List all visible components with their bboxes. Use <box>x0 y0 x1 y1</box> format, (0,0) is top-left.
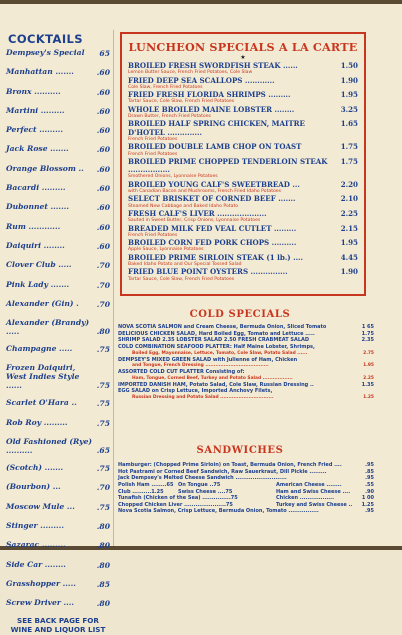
sandwich-grid-price: .90 <box>365 488 374 495</box>
sandwich-grid-a: Tunafish (Chicken of the Sea) ...............75 <box>118 495 238 502</box>
luncheon-item-name: FRIED BLUE POINT OYSTERS ............... <box>128 267 288 277</box>
cocktail-name: Stinger ......... <box>6 520 64 530</box>
cold-special-text: Ham, Tongue, Corned Beef, Turkey and Potato Salad .................. <box>132 375 293 381</box>
cocktail-price: .60 <box>96 145 110 155</box>
cocktail-name: Scarlet O'Hara .. <box>6 398 77 408</box>
luncheon-item-price: 1.75 <box>340 142 358 152</box>
luncheon-item-description: Lemon Butter Sauce, French Fried Potatoes, Cole Slaw <box>128 70 253 76</box>
luncheon-title: LUNCHEON SPECIALS A LA CARTE <box>128 40 358 54</box>
cocktail-item <box>6 67 110 77</box>
cocktail-item <box>6 502 110 512</box>
sandwich-grid-c: Turkey and Swiss Cheese .. <box>276 501 353 508</box>
sandwich-grid-c: Ham and Swiss Cheese .... <box>276 488 351 495</box>
cold-special-price: 1.75 <box>361 330 374 337</box>
cocktail-name: Orange Blossom .. <box>6 163 84 173</box>
sandwich-text: Hamburger: (Chopped Prime Sirloin) on Toast, Bermuda Onion, French Fried .... <box>118 462 342 468</box>
cocktail-price: .80 <box>96 560 110 570</box>
luncheon-item-name: BROILED DOUBLE LAMB CHOP ON TOAST <box>128 142 302 152</box>
luncheon-item-name: FRESH CALF'S LIVER .................... <box>128 208 267 218</box>
sandwich-text: Nova Scotia Salmon, Crisp Lettuce, Bermuda Onion, Tomato ................ <box>118 508 319 515</box>
cold-special-price: 2.25 <box>363 375 374 381</box>
cocktail-item <box>6 344 110 354</box>
cocktail-item <box>6 318 110 336</box>
cocktail-item <box>6 183 110 193</box>
cocktail-item <box>6 299 110 309</box>
sandwich-grid-row <box>118 495 374 502</box>
cold-special-line <box>118 337 374 344</box>
sandwich-grid-row <box>118 489 374 496</box>
cocktail-price: .80 <box>96 327 110 337</box>
cold-special-text: ASSORTED COLD CUT PLATTER Consisting of: <box>118 369 245 376</box>
cold-special-text: EGG SALAD on Crisp Lettuce, Imported Anchovy Filets, <box>118 388 273 395</box>
cocktail-price: .60 <box>96 222 110 232</box>
sandwich-line <box>118 462 374 469</box>
cocktail-name: Side Car ........ <box>6 559 66 569</box>
cocktail-price: .75 <box>96 464 110 474</box>
sandwich-grid-c: American Cheese ........ <box>276 482 342 489</box>
sandwich-grid-row <box>118 482 374 489</box>
cocktail-list <box>6 48 110 608</box>
sandwich-price: .95 <box>365 462 374 468</box>
cocktail-name: Perfect ......... <box>6 125 64 135</box>
cold-special-text: DEMPSEY'S MIXED GREEN SALAD with Julienne of Ham, Chicken <box>118 356 298 363</box>
luncheon-item-price: 4.45 <box>340 252 358 262</box>
sandwich-price: .95 <box>365 475 374 482</box>
luncheon-item-description: Baked Idaho Potato and Our Special Tossed Salad <box>128 262 242 268</box>
sandwich-grid-row <box>118 502 374 509</box>
cold-special-line <box>118 331 374 338</box>
cold-special-text: Boiled Egg, Mayonnaise, Lettuce, Tomato, Cole Slaw, Potato Salad ...... <box>132 350 308 356</box>
cocktail-item <box>6 241 110 251</box>
cocktail-item <box>6 202 110 212</box>
cocktail-price: .60 <box>96 241 110 251</box>
luncheon-item <box>128 106 358 120</box>
sandwich-line <box>118 508 374 515</box>
sandwich-price: .95 <box>365 508 374 515</box>
luncheon-item-description: Drawn Butter, French Fried Potatoes <box>128 114 211 120</box>
luncheon-item <box>128 239 358 253</box>
luncheon-item-name: BROILED PRIME CHOPPED TENDERLOIN STEAK ................. <box>128 156 328 175</box>
cocktail-price: .60 <box>96 106 110 116</box>
luncheon-item-name: BROILED FRESH SWORDFISH STEAK ...... <box>128 61 298 70</box>
cold-special-line <box>118 324 374 331</box>
cold-special-text: IMPORTED DANISH HAM, Potato Salad, Cole Slaw, Russian Dressing .. <box>118 381 314 388</box>
luncheon-item-description: Tartar Sauce, Cole Slaw, French Fried Potatoes <box>128 276 235 282</box>
cold-special-price: 2.35 <box>361 337 374 344</box>
cocktail-name: Alexander (Gin) . <box>6 298 79 308</box>
luncheon-item-price: 1.95 <box>340 238 358 248</box>
cocktail-item <box>6 260 110 270</box>
cocktail-price: .60 <box>96 87 110 97</box>
cocktail-name: Old Fashioned (Rye) .......... <box>6 437 93 456</box>
sandwiches-list <box>118 462 374 515</box>
cocktail-name: Moscow Mule ... <box>6 501 75 511</box>
sandwich-grid-price: 1.25 <box>361 501 374 508</box>
cold-special-price: 1 65 <box>361 324 374 330</box>
cocktail-name: Clover Club ..... <box>6 260 72 270</box>
cocktail-name: Frozen Daiquiri, West Indies Style ...... <box>6 363 80 391</box>
cocktail-price: .85 <box>96 579 110 589</box>
luncheon-item <box>128 77 358 91</box>
luncheon-item-description: Tartar Sauce, Cole Slaw, French Fried Potatoes <box>128 99 235 105</box>
cocktail-item <box>6 87 110 97</box>
cocktail-price: 65 <box>99 49 110 58</box>
cocktail-name: Bronx .......... <box>6 86 61 96</box>
sandwich-text: Jack Dempsey's Melted Cheese Sandwich ........................... <box>118 475 287 482</box>
cold-special-price: 1.95 <box>363 363 374 369</box>
luncheon-item <box>128 62 358 76</box>
luncheon-item-description: French Fried Potatoes <box>128 136 178 142</box>
cocktail-price: .75 <box>96 502 110 512</box>
cocktail-name: Manhattan ....... <box>6 67 74 77</box>
cold-special-line <box>118 344 374 351</box>
luncheon-item-description: Sauted in Sweet Butter, Crisp Onions, Lyonnaise Potatoes <box>128 218 261 224</box>
sandwich-text: Hot Pastrami or Corned Beef Sandwich, Raw Sauerkraut, Dill Pickle ......... <box>118 468 327 475</box>
cocktail-name: Rum ............ <box>6 221 61 231</box>
sandwich-grid-price: 1 00 <box>361 495 374 502</box>
luncheon-item <box>128 225 358 239</box>
cocktail-name: Rob Roy ......... <box>6 417 68 427</box>
luncheon-item-price: 1.95 <box>340 90 358 100</box>
cold-specials-title: COLD SPECIALS <box>189 309 291 320</box>
sandwich-line <box>118 475 374 482</box>
luncheon-item <box>128 143 358 157</box>
cold-special-line <box>118 369 374 376</box>
cocktail-item <box>6 463 110 473</box>
cocktail-name: Screw Driver .... <box>6 598 75 608</box>
cocktail-name: Dubonnet ....... <box>6 202 70 212</box>
cocktail-price: .75 <box>96 345 110 355</box>
sandwich-grid-price: .55 <box>365 482 374 489</box>
cocktail-price: .60 <box>96 203 110 213</box>
cold-special-text: COLD COMBINATION SEAFOOD PLATTER: Half Maine Lobster, Shrimps, <box>118 344 315 351</box>
luncheon-item-description: French Fried Potatoes <box>128 232 178 238</box>
sandwich-price: .85 <box>365 468 374 475</box>
cocktail-item <box>6 521 110 531</box>
wine-list-note: SEE BACK PAGE FOR WINE AND LIQUOR LIST <box>10 616 106 635</box>
cocktail-item <box>6 280 110 290</box>
cocktails-title: COCKTAILS <box>8 32 83 46</box>
cold-special-line <box>118 388 374 395</box>
cocktail-name: Champagne ..... <box>6 344 73 354</box>
cold-special-text: Russian Dressing and Potato Salad ................................ <box>132 395 274 401</box>
cold-special-line <box>118 395 374 401</box>
top-edge <box>0 0 402 4</box>
cocktail-name: Daiquiri ........ <box>6 240 65 250</box>
cocktail-price: .60 <box>96 68 110 78</box>
luncheon-item-description: Apple Sauce, Lyonnaise Potatoes <box>128 247 204 253</box>
luncheon-item-description: French Fried Potatoes <box>128 151 178 157</box>
cold-special-price: 1.35 <box>361 381 374 388</box>
sandwich-line <box>118 469 374 476</box>
cocktail-item <box>6 437 110 455</box>
cold-special-price: 1.25 <box>363 395 374 401</box>
cocktail-price: .70 <box>96 261 110 271</box>
cocktail-item <box>6 125 110 135</box>
cocktail-price: .75 <box>96 418 110 428</box>
cocktail-name: Sazarac ......... <box>6 540 66 550</box>
sandwich-grid-a: Club ..........1.25 <box>118 488 164 495</box>
cocktail-item <box>6 164 110 174</box>
cocktail-name: Jack Rose ....... <box>6 144 69 154</box>
cocktail-item <box>6 144 110 154</box>
luncheon-item <box>128 158 358 180</box>
luncheon-item <box>128 268 358 282</box>
sandwich-grid-a: Chopped Chicken Liver ......................75 <box>118 501 233 508</box>
luncheon-item-name: WHOLE BROILED MAINE LOBSTER ........ <box>128 104 295 114</box>
luncheon-item-description: Steamed New Cabbage and Baked Idaho Potato <box>128 203 239 209</box>
cocktail-item <box>6 48 110 58</box>
luncheon-item-price: 2.10 <box>340 194 358 204</box>
luncheon-item-price: 1.65 <box>340 119 358 129</box>
luncheon-item-name: BROILED CORN FED PORK CHOPS .......... <box>128 238 297 248</box>
luncheon-item <box>128 181 358 195</box>
sandwich-grid-c: Chicken .................. <box>276 495 334 502</box>
luncheon-item <box>128 120 358 142</box>
cocktail-price: .60 <box>96 184 110 194</box>
cocktail-price: .65 <box>96 446 110 456</box>
luncheon-item-price: 3.25 <box>340 104 358 114</box>
cold-special-line <box>118 382 374 389</box>
luncheon-item-description: Smothered Onions, Lyonnaise Potatoes <box>128 174 218 180</box>
luncheon-item-name: BREADED MILK FED VEAL CUTLET ......... <box>128 223 297 233</box>
cocktail-item <box>6 363 110 390</box>
luncheon-item-price: 1.90 <box>340 267 358 277</box>
luncheon-specials-box <box>120 32 366 296</box>
cocktail-name: Martini ......... <box>6 105 65 115</box>
luncheon-item-price: 2.25 <box>340 208 358 218</box>
luncheon-item-name: FRIED FRESH FLORIDA SHRIMPS ......... <box>128 90 291 100</box>
cocktail-price: .80 <box>96 541 110 551</box>
sandwich-grid-b: On Tongue ..75 <box>178 482 221 489</box>
luncheon-item-description: Cole Slaw, French Fried Potatoes <box>128 84 203 90</box>
luncheon-item-name: SELECT BRISKET OF CORNED BEEF ....... <box>128 194 296 204</box>
luncheon-item-description: with Canadian Bacon and Mushrooms, French Fried Idaho Potatoes <box>128 189 282 195</box>
column-divider <box>113 30 114 546</box>
luncheon-item-name: BROILED PRIME SIRLOIN STEAK (1 lb.) .... <box>128 252 303 262</box>
cocktail-name: Grasshopper ..... <box>6 578 76 588</box>
luncheon-item <box>128 91 358 105</box>
sandwiches-title: SANDWICHES <box>196 445 284 456</box>
sandwich-grid-a: Polish Ham ........65 <box>118 482 174 489</box>
cold-special-text: NOVA SCOTIA SALMON and Cream Cheese, Bermuda Onion, Sliced Tomato <box>118 324 327 330</box>
star-ornament: ★ <box>240 54 246 61</box>
cocktail-price: .80 <box>96 521 110 531</box>
cold-special-text: and Tongue, French Dressing ...................................... <box>132 363 269 369</box>
luncheon-item <box>128 195 358 209</box>
cocktail-item <box>6 398 110 408</box>
luncheon-item-price: 1.50 <box>340 61 358 70</box>
luncheon-item <box>128 210 358 224</box>
cocktail-item <box>6 579 110 589</box>
cocktail-price: .70 <box>96 299 110 309</box>
cold-special-text: SHRIMP SALAD 2.35 LOBSTER SALAD 2.50 FRESH CRABMEAT SALAD <box>118 337 310 344</box>
cocktail-name: Pink Lady ....... <box>6 279 70 289</box>
cocktail-item <box>6 106 110 116</box>
luncheon-item-price: 2.20 <box>340 179 358 189</box>
cocktail-price: .75 <box>96 381 110 391</box>
cocktail-price: .70 <box>96 483 110 493</box>
cocktail-price: .70 <box>96 280 110 290</box>
cocktail-item <box>6 598 110 608</box>
cocktail-price: .60 <box>96 126 110 136</box>
cocktail-price: .80 <box>96 599 110 609</box>
luncheon-item-price: 1.75 <box>340 156 358 166</box>
cocktail-name: Alexander (Brandy) ..... <box>6 318 90 337</box>
luncheon-item-name: BROILED HALF SPRING CHICKEN, MAITRE D'HOTEL .............. <box>128 119 305 137</box>
sandwich-grid-b: Swiss Cheese ....75 <box>178 488 233 495</box>
cocktail-price: .60 <box>96 164 110 174</box>
luncheon-item-price: 2.15 <box>340 223 358 233</box>
cocktail-item <box>6 222 110 232</box>
cocktail-name: Bacardi ......... <box>6 183 66 193</box>
cold-special-text: DELICIOUS CHICKEN SALAD, Hard Boiled Egg, Tomato and Lettuce ..... <box>118 330 315 337</box>
cocktail-item <box>6 540 110 550</box>
cocktail-item <box>6 482 110 492</box>
cocktails-column <box>6 32 110 635</box>
luncheon-list <box>128 62 358 282</box>
luncheon-item <box>128 254 358 268</box>
cocktail-item <box>6 560 110 570</box>
cocktail-name: Dempsey's Special <box>6 48 85 57</box>
cocktail-name: (Scotch) ....... <box>6 463 64 473</box>
cocktail-name: (Bourbon) ... <box>6 482 61 492</box>
luncheon-item-price: 1.90 <box>340 75 358 85</box>
cocktail-price: .75 <box>96 399 110 409</box>
cold-specials-list <box>118 324 374 401</box>
luncheon-item-name: FRIED DEEP SEA SCALLOPS ............ <box>128 75 275 85</box>
cocktail-item <box>6 418 110 428</box>
cold-special-price: 2.75 <box>363 350 374 356</box>
luncheon-item-name: BROILED YOUNG CALF'S SWEETBREAD ... <box>128 179 300 189</box>
